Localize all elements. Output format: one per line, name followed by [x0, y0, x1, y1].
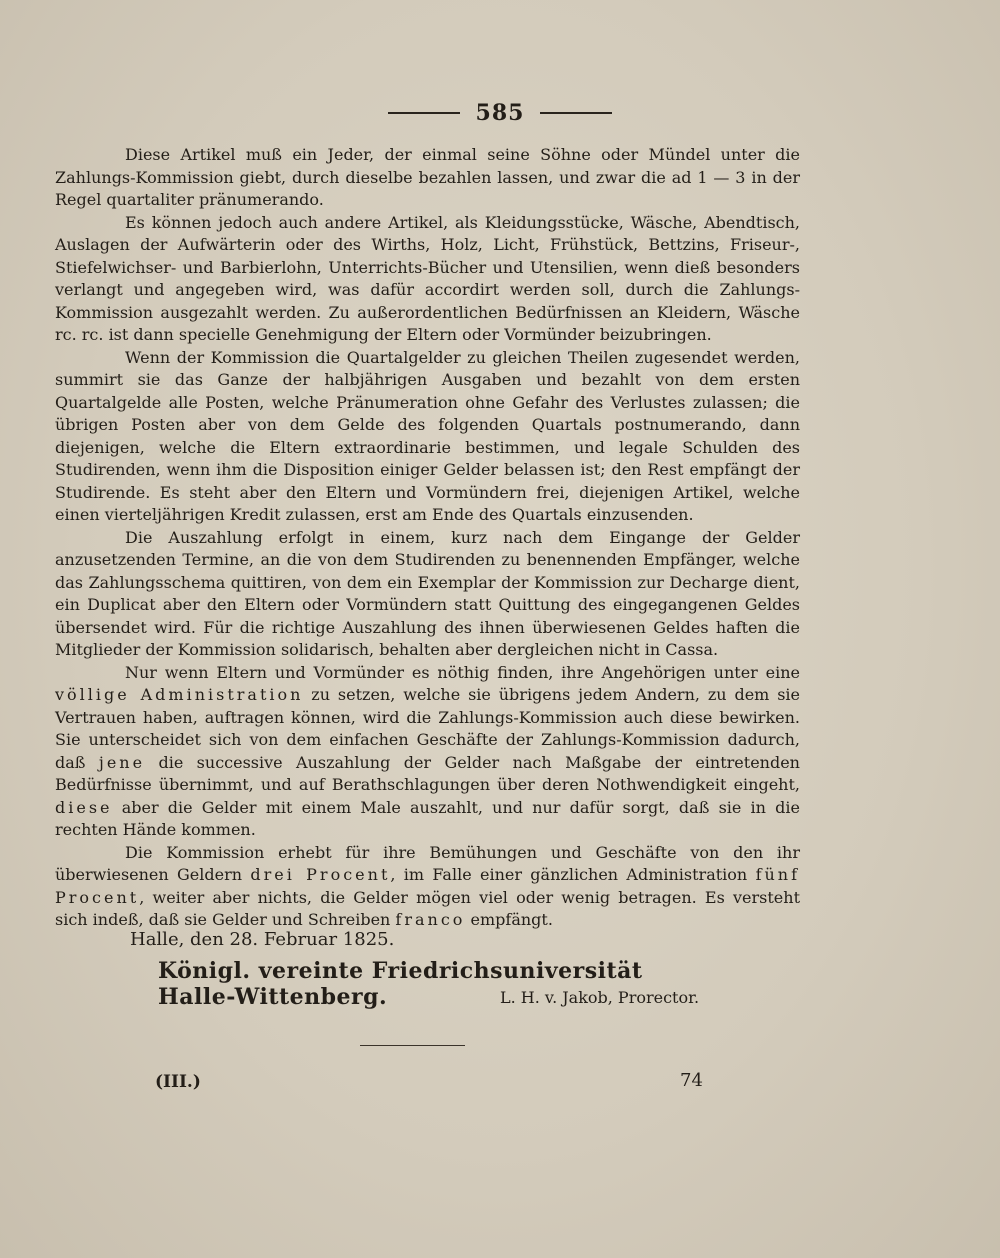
signature-number: 74: [680, 1070, 703, 1091]
dateline: Halle, den 28. Februar 1825.: [130, 929, 395, 950]
header-rule-right: [540, 112, 612, 114]
paragraph-1: Diese Artikel muß ein Jeder, der einmal seine Söhne oder Mündel unter die Zahlungs-Kommission giebt, durch dieselbe bezahlen lassen, und zwar die ad 1 — 3 in der Regel quartaliter pränumerando.: [55, 145, 800, 209]
sheet-mark: (III.): [155, 1072, 201, 1092]
spaced-emphasis: fünf Procent: [55, 865, 801, 907]
spaced-emphasis: diese: [55, 797, 113, 817]
text-run: Nur wenn Eltern und Vormünder es nöthig finden, ihre Angehörigen unter eine: [125, 662, 800, 682]
body-text: [55, 144, 800, 932]
text-run: Die Kommission erhebt für ihre Bemühungen und Geschäfte von den ihr überwiesenen Geldern: [55, 842, 800, 884]
text-run: die successive Auszahlung der Gelder nach Maßgabe der eintretenden Bedürfnisse übernimmt, und auf Berathschlagungen über deren Nothwendigkeit eingeht,: [55, 752, 800, 794]
spaced-emphasis: franco: [395, 910, 466, 929]
paragraph-5: [55, 662, 800, 842]
paragraph-6: [55, 842, 800, 932]
text-run: aber die Gelder mit einem Male auszahlt, und nur dafür sorgt, daß sie in die rechten Hände kommen.: [55, 797, 800, 839]
text-run: , im Falle einer gänzlichen Administration: [390, 865, 756, 884]
header-rule-left: [388, 112, 460, 114]
page-header: [0, 100, 1000, 126]
text-run: , weiter aber nichts, die Gelder mögen viel oder wenig betragen. Es versteht sich indeß, daß sie Gelder und Schreiben: [55, 887, 800, 929]
text-run: zu setzen, welche sie übrigens jedem Andern, zu dem sie Vertrauen haben, auftragen können, wird die Zahlungs-Kommission auch diese bewirken. Sie unterscheidet sich von dem einfachen Geschäfte der Zahlungs-Kommission dadurch, daß: [55, 685, 801, 772]
text-run: empfängt.: [465, 910, 553, 929]
spaced-emphasis: völlige Administration: [55, 685, 304, 704]
paragraph-4: Die Auszahlung erfolgt in einem, kurz nach dem Eingange der Gelder anzusetzenden Termine, an die von dem Studirenden zu benennenden Empfänger, welche das Zahlungsschema quittiren, von dem ein Exemplar der Kommission zur Decharge dient, ein Duplicat aber den Eltern oder Vormündern statt Quittung des eingegangenen Geldes übersendet wird. Für die richtige Auszahlung des ihnen überwiesenen Geldes haften die Mitglieder der Kommission solidarisch, behalten aber dergleichen nicht in Cassa.: [55, 527, 800, 659]
divider-rule: [360, 1045, 465, 1046]
paragraph-3: Wenn der Kommission die Quartalgelder zu gleichen Theilen zugesendet werden, summirt sie das Ganze der halbjährigen Ausgaben und bezahlt von dem ersten Quartalgelde alle Posten, welche Pränumeration ohne Gefahr des Verlustes zulassen; die übrigen Posten aber von dem Gelde des folgenden Quartals postnumerando, dann diejenigen, welche die Eltern extraordinarie bestimmen, und legale Schulden des Studirenden, wenn ihm die Disposition einiger Gelder belassen ist; den Rest empfängt der Studirende. Es steht aber den Eltern und Vormündern frei, diejenigen Artikel, welche einen vierteljährigen Kredit zulassen, erst am Ende des Quartals einzusenden.: [55, 347, 800, 524]
paragraph-2: Es können jedoch auch andere Artikel, als Kleidungsstücke, Wäsche, Abendtisch, Auslagen der Aufwärterin oder des Wirths, Holz, Licht, Frühstück, Bettzins, Friseur-, Stiefelwichser- und Barbierlohn, Unterrichts-Bücher und Utensilien, wenn dieß besonders verlangt und angegeben wird, was dafür accordirt werden soll, durch die Zahlungs-Kommission ausgezahlt werden. Zu außerordentlichen Bedürfnissen an Kleidern, Wäsche rc. rc. ist dann specielle Genehmigung der Eltern oder Vormünder beizubringen.: [55, 212, 800, 344]
spaced-emphasis: jene: [98, 752, 146, 772]
institution-name: Königl. vereinte Friedrichsuniversität Halle-Wittenberg.: [158, 958, 643, 1010]
spaced-emphasis: drei Procent: [250, 865, 391, 884]
signature-line: L. H. v. Jakob, Prorector.: [500, 988, 700, 1007]
page-number: 585: [475, 100, 525, 126]
